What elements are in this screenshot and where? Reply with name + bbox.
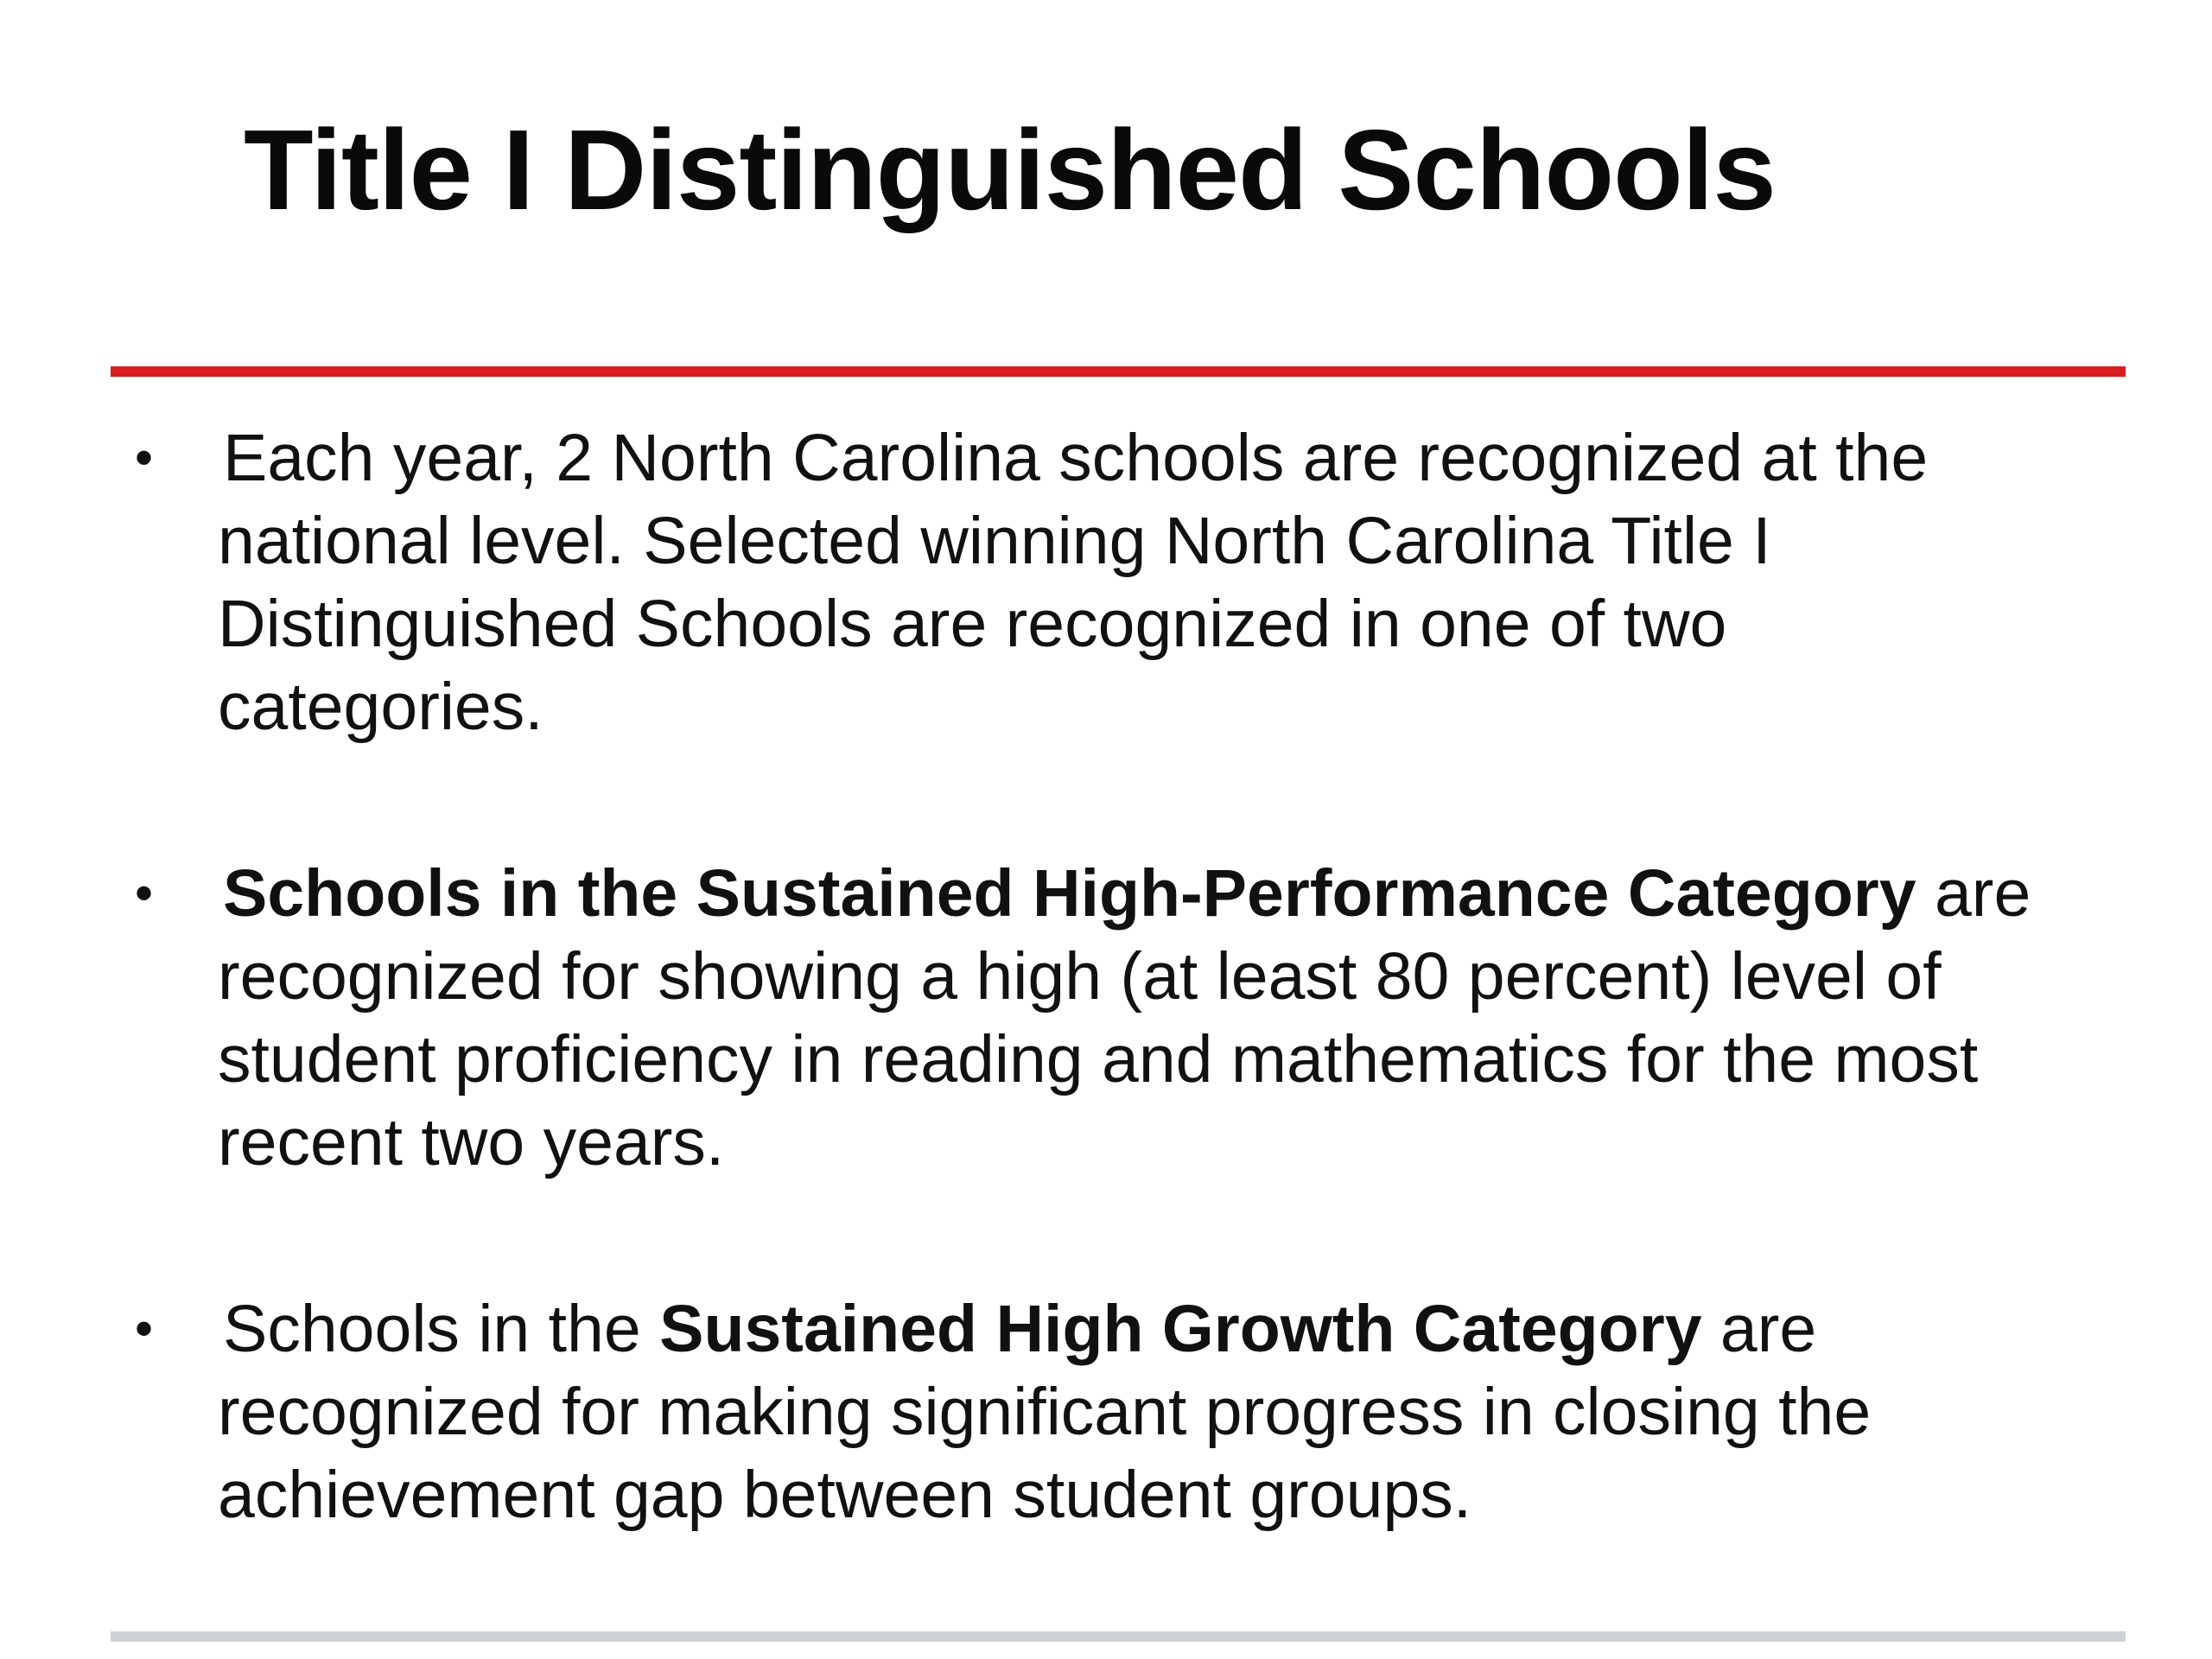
category-name-bold: Schools in the Sustained High-Performance Category <box>223 856 1916 931</box>
bullet-item-high-performance <box>128 852 2115 1184</box>
title-divider-red <box>111 366 2126 377</box>
bullet-list <box>128 416 2115 1536</box>
bullet-text: are <box>1916 856 2031 931</box>
bullet-line: recognized for making significant progress in closing the <box>218 1375 1872 1449</box>
slide-title: Title I Distinguished Schools <box>244 106 1776 233</box>
category-name-bold: Sustained High Growth Category <box>659 1292 1702 1366</box>
bullet-line <box>218 852 2115 935</box>
bullet-text: Schools in the <box>223 1292 660 1366</box>
bullet-line: categories. <box>218 670 543 744</box>
bullet-line: Distinguished Schools are recognized in one of two <box>218 587 1727 661</box>
bullet-item-recognition <box>128 416 2115 748</box>
bullet-line: recognized for showing a high (at least 80 percent) level of <box>218 939 1942 1014</box>
bullet-line: national level. Selected winning North Carolina Title I <box>218 504 1771 578</box>
bullet-dot-icon: • <box>135 864 154 922</box>
bullet-dot-icon: • <box>135 1300 154 1357</box>
bullet-item-high-growth <box>128 1287 2115 1536</box>
bullet-line <box>218 1287 2115 1370</box>
bullet-line: student proficiency in reading and mathematics for the most <box>218 1022 1979 1096</box>
footer-divider-gray <box>111 1631 2126 1642</box>
bullet-line <box>218 416 2115 499</box>
bullet-text: Each year, 2 North Carolina schools are recognized at the <box>223 421 1929 495</box>
bullet-dot-icon: • <box>135 429 154 486</box>
bullet-line: achievement gap between student groups. <box>218 1458 1472 1532</box>
bullet-line: recent two years. <box>218 1105 725 1179</box>
bullet-text: are <box>1701 1292 1817 1366</box>
